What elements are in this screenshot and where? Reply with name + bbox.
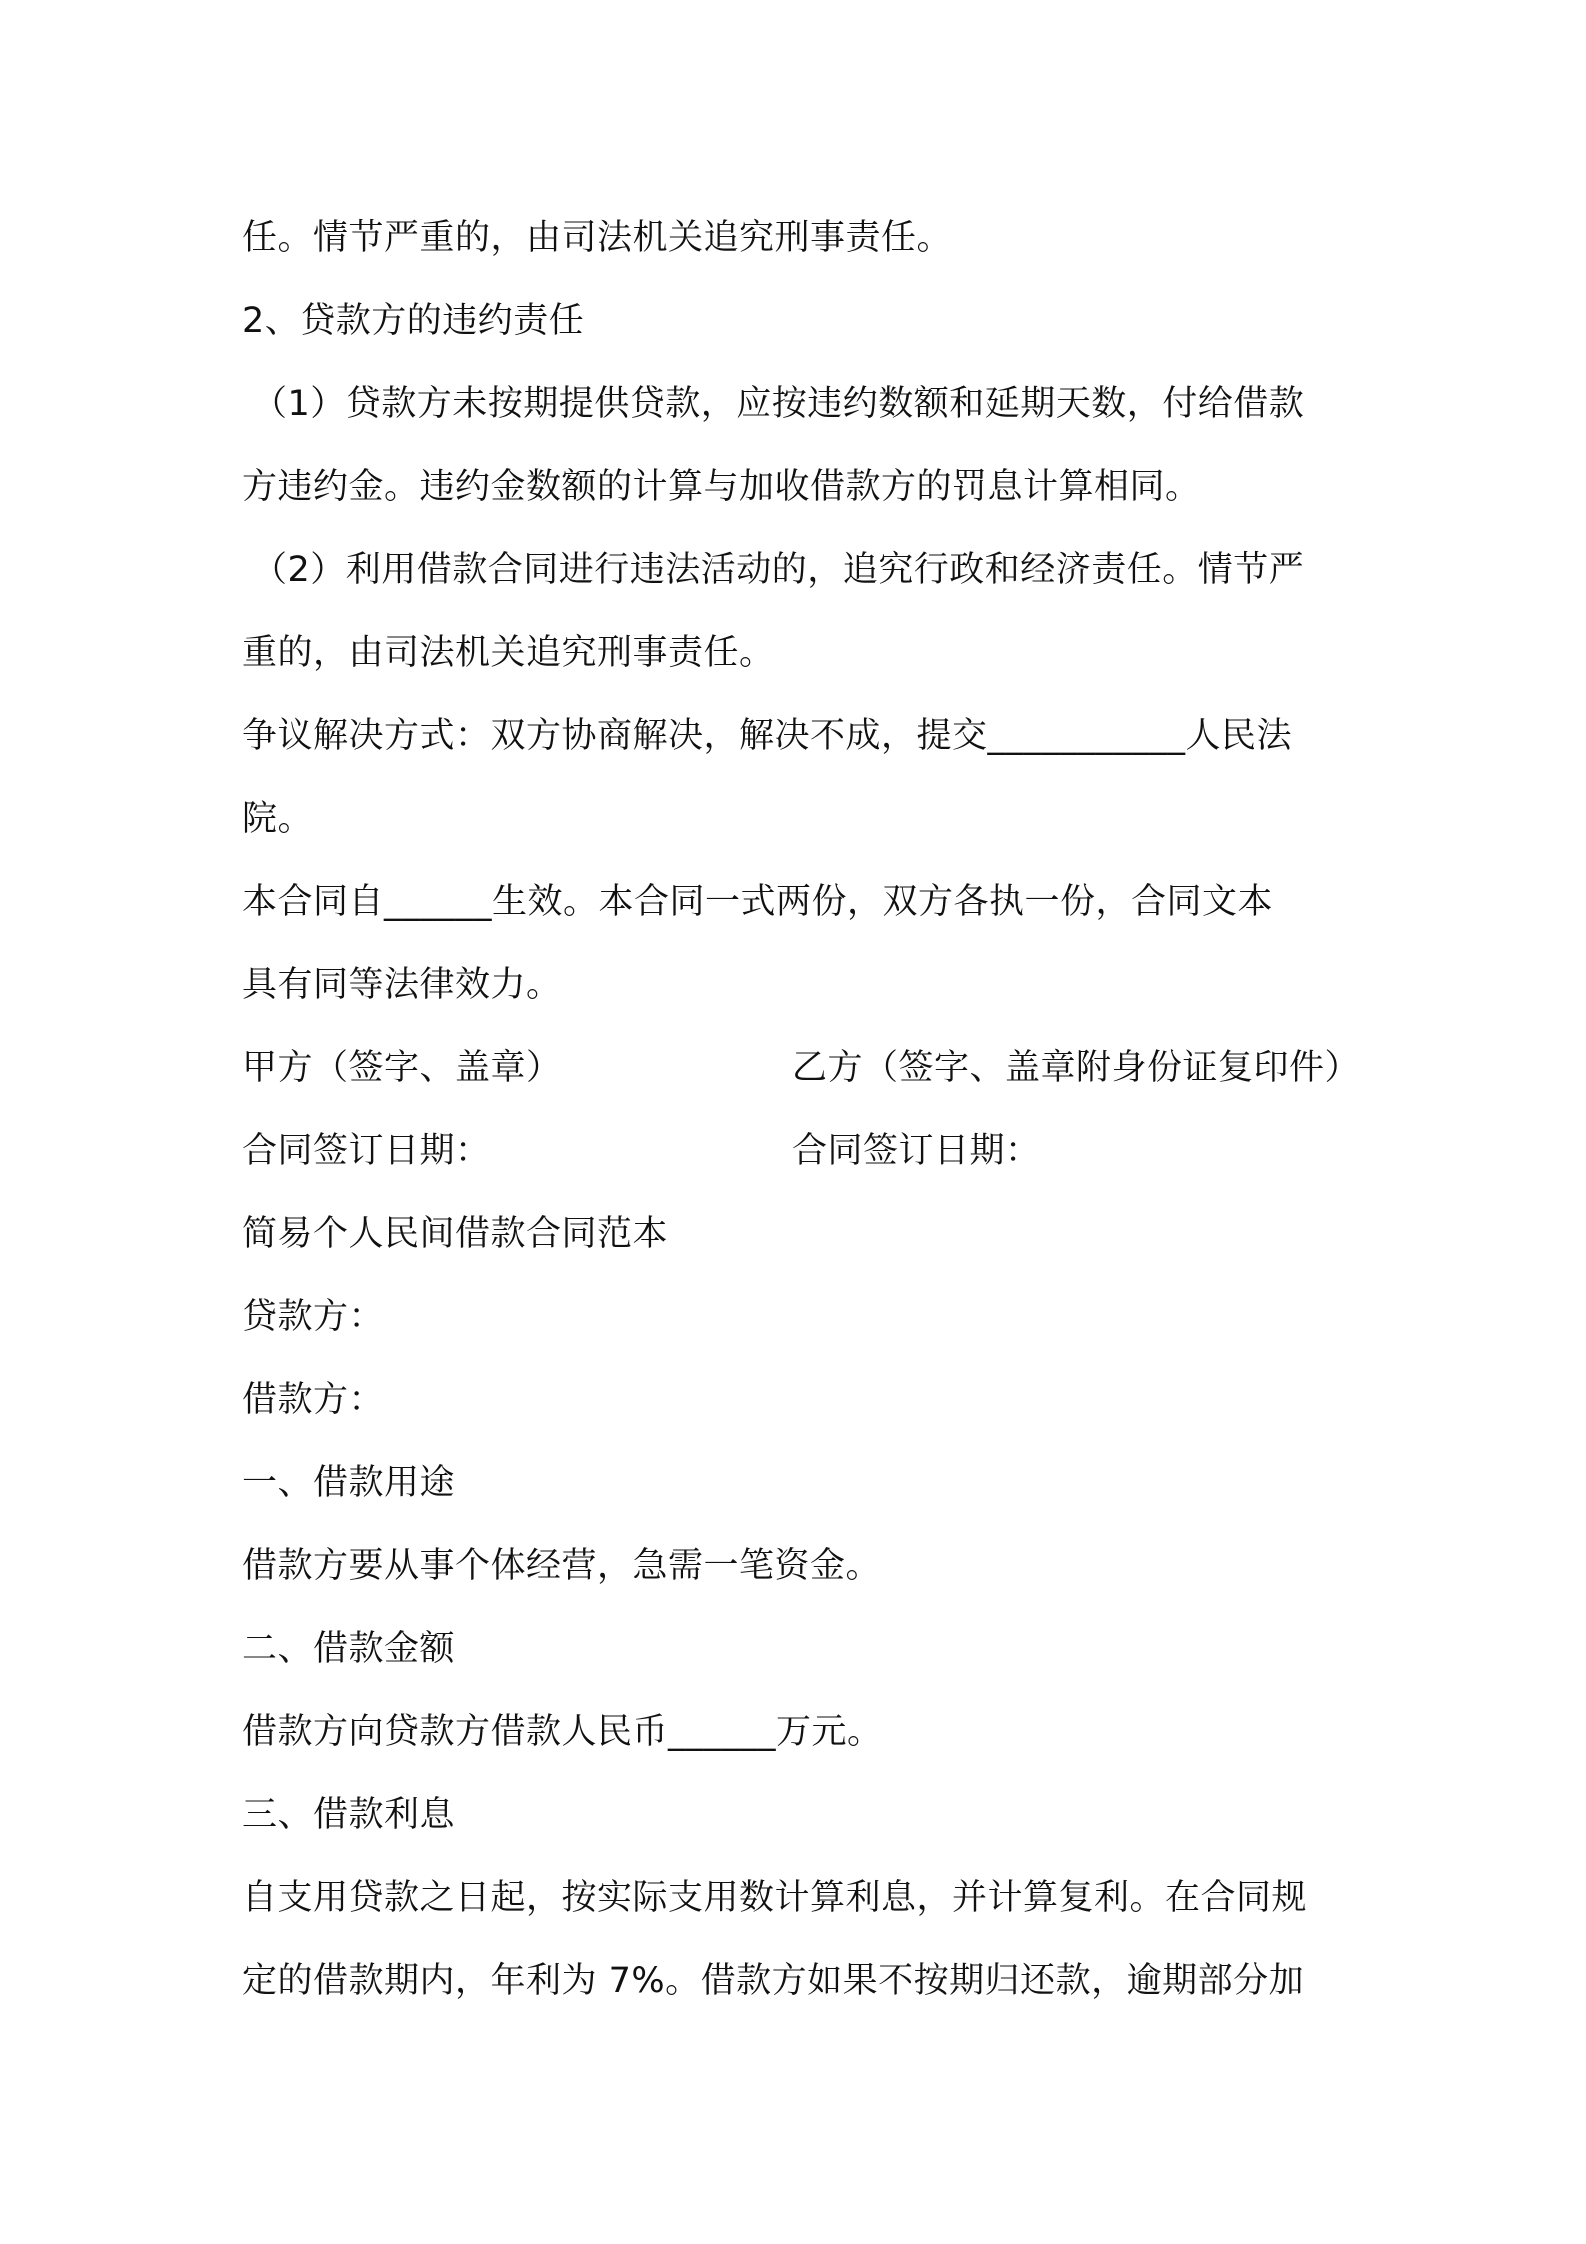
section-heading: 三、借款利息 <box>242 1795 456 1835</box>
text-line: 借款方要从事个体经营，急需一笔资金。 <box>242 1546 882 1586</box>
text-line: 自支用贷款之日起，按实际支用数计算利息，并计算复利。在合同规 <box>242 1878 1308 1918</box>
text-line: （1）贷款方未按期提供贷款，应按违约数额和延期天数，付给借款 <box>252 384 1305 424</box>
text-line: 具有同等法律效力。 <box>242 965 562 1005</box>
signature-row <box>242 1027 1362 1110</box>
borrower-label: 借款方： <box>242 1380 385 1420</box>
text-line: 本合同自______生效。本合同一式两份，双方各执一份，合同文本 <box>242 882 1274 922</box>
text-line: 借款方向贷款方借款人民币______万元。 <box>242 1712 883 1752</box>
text-line: 重的，由司法机关追究刑事责任。 <box>242 633 775 673</box>
party-b-signature-label: 乙方（签字、盖章附身份证复印件） <box>792 1048 1361 1088</box>
lender-label: 贷款方： <box>242 1297 385 1337</box>
section-heading: 二、借款金额 <box>242 1629 456 1669</box>
document-body <box>242 197 1362 2023</box>
signing-date-row <box>242 1110 1362 1193</box>
text-line: 任。情节严重的，由司法机关追究刑事责任。 <box>242 218 953 258</box>
text-line: 争议解决方式：双方协商解决，解决不成，提交___________人民法 <box>242 716 1293 756</box>
party-a-signing-date-label: 合同签订日期： <box>242 1131 491 1171</box>
document-title: 简易个人民间借款合同范本 <box>242 1214 669 1254</box>
text-line: 院。 <box>242 799 314 839</box>
party-a-signature-label: 甲方（签字、盖章） <box>242 1048 562 1088</box>
text-line: （2）利用借款合同进行违法活动的，追究行政和经济责任。情节严 <box>252 550 1305 590</box>
text-line: 方违约金。违约金数额的计算与加收借款方的罚息计算相同。 <box>242 467 1201 507</box>
party-b-signing-date-label: 合同签订日期： <box>792 1131 1041 1171</box>
text-line: 定的借款期内，年利为 7%。借款方如果不按期归还款，逾期部分加 <box>242 1961 1305 2001</box>
section-heading: 2、贷款方的违约责任 <box>242 301 585 341</box>
section-heading: 一、借款用途 <box>242 1463 456 1503</box>
